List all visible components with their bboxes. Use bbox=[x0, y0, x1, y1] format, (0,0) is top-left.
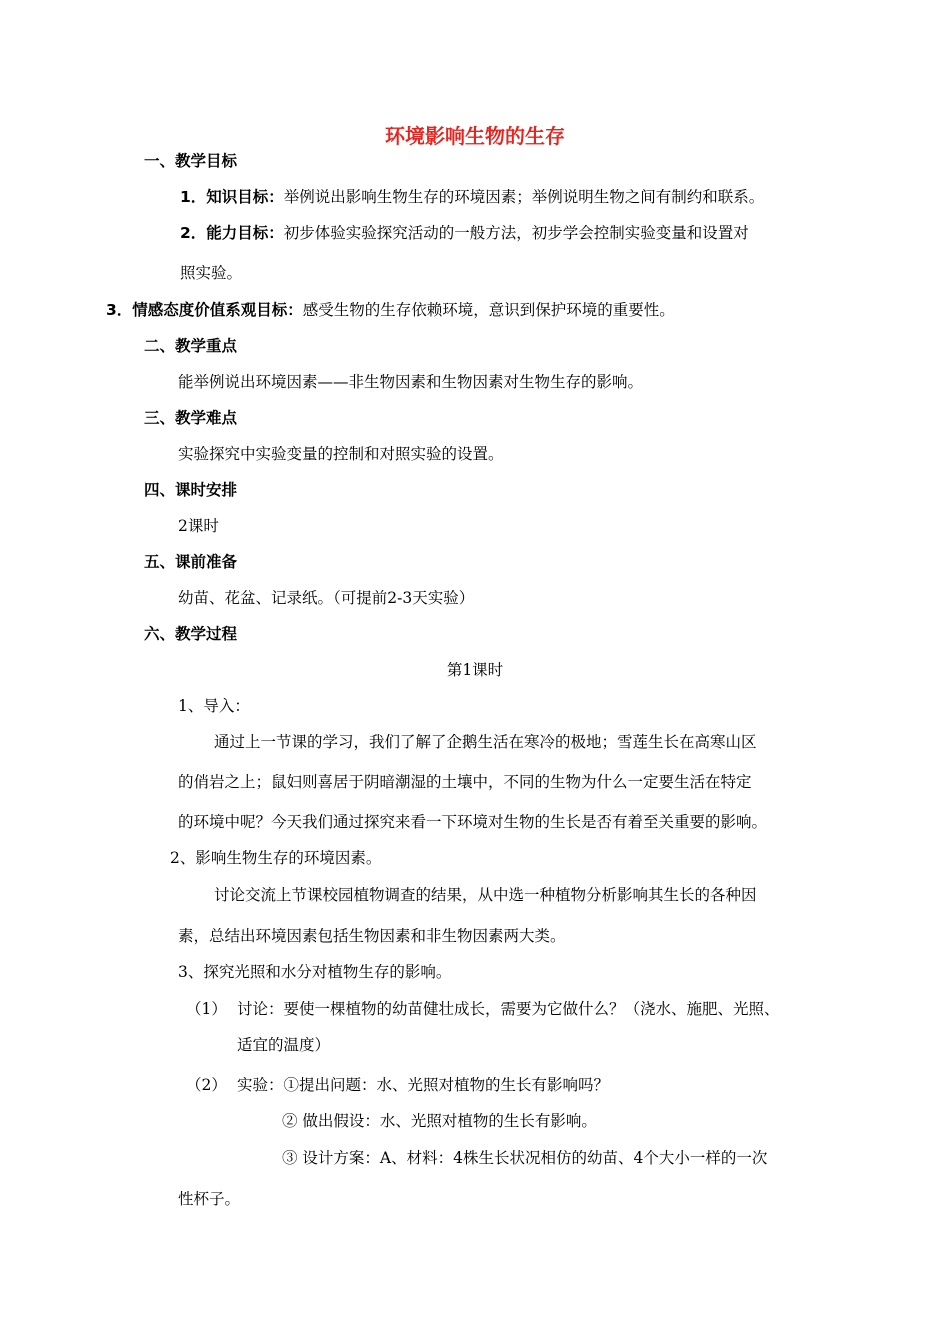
goal-knowledge bbox=[180, 190, 764, 206]
explore-heading: 3、探究光照和水分对植物生存的影响。 bbox=[178, 963, 452, 981]
discussion-number: （1） bbox=[186, 1000, 227, 1018]
heading-difficulties: 三、教学难点 bbox=[144, 409, 238, 427]
discussion-text: 讨论：要使一棵植物的幼苗健壮成长，需要为它做什么？（浇水、施肥、光照、 bbox=[237, 1000, 780, 1018]
heading-preparation: 五、课前准备 bbox=[144, 553, 238, 571]
experiment-question: 实验：①提出问题：水、光照对植物的生长有影响吗？ bbox=[237, 1076, 610, 1094]
goal-knowledge-text: 举例说出影响生物生存的环境因素；举例说明生物之间有制约和联系。 bbox=[283, 188, 765, 206]
discussion-continued: 适宜的温度） bbox=[237, 1036, 331, 1054]
lesson-label: 第1课时 bbox=[446, 661, 504, 679]
heading-teaching-goals: 一、教学目标 bbox=[144, 152, 238, 170]
goal-ability-text: 初步体验实验探究活动的一般方法，初步学会控制实验变量和设置对 bbox=[283, 224, 749, 242]
difficulties-text: 实验探究中实验变量的控制和对照实验的设置。 bbox=[178, 445, 504, 463]
experiment-design: ③ 设计方案：A、材料：4株生长状况相仿的幼苗、4个大小一样的一次 bbox=[282, 1149, 768, 1167]
heading-process: 六、教学过程 bbox=[144, 625, 238, 643]
intro-heading: 1、导入： bbox=[178, 697, 250, 715]
goal-attitude-label: 3．情感态度价值系观目标： bbox=[106, 301, 303, 319]
intro-line-1: 通过上一节课的学习，我们了解了企鹅生活在寒冷的极地；雪莲生长在高寒山区 bbox=[214, 733, 757, 751]
goal-ability-label: 2．能力目标： bbox=[180, 224, 284, 242]
goal-knowledge-label: 1．知识目标： bbox=[180, 188, 284, 206]
schedule-text: 2课时 bbox=[178, 517, 219, 535]
factors-line-1: 讨论交流上节课校园植物调查的结果，从中选一种植物分析影响其生长的各种因 bbox=[214, 886, 757, 904]
heading-schedule: 四、课时安排 bbox=[144, 481, 238, 499]
intro-line-3: 的环境中呢？今天我们通过探究来看一下环境对生物的生长是否有着至关重要的影响。 bbox=[178, 813, 768, 831]
experiment-hypothesis: ② 做出假设：水、光照对植物的生长有影响。 bbox=[282, 1112, 597, 1130]
intro-line-2: 的俏岩之上；鼠妇则喜居于阴暗潮湿的土壤中，不同的生物为什么一定要生活在特定 bbox=[178, 773, 752, 791]
experiment-number: （2） bbox=[186, 1076, 227, 1094]
experiment-design-continued: 性杯子。 bbox=[178, 1190, 241, 1208]
factors-line-2: 素，总结出环境因素包括生物因素和非生物因素两大类。 bbox=[178, 927, 566, 945]
key-points-text: 能举例说出环境因素——非生物因素和生物因素对生物生存的影响。 bbox=[178, 373, 644, 391]
factors-heading: 2、影响生物生存的环境因素。 bbox=[170, 849, 382, 867]
goal-ability bbox=[180, 226, 749, 242]
preparation-text: 幼苗、花盆、记录纸。（可提前2-3天实验） bbox=[178, 589, 475, 607]
goal-ability-continued: 照实验。 bbox=[180, 264, 243, 282]
goal-attitude-text: 感受生物的生存依赖环境，意识到保护环境的重要性。 bbox=[302, 301, 675, 319]
page-title: 环境影响生物的生存 bbox=[385, 124, 565, 148]
heading-key-points: 二、教学重点 bbox=[144, 337, 238, 355]
goal-attitude bbox=[106, 303, 675, 319]
